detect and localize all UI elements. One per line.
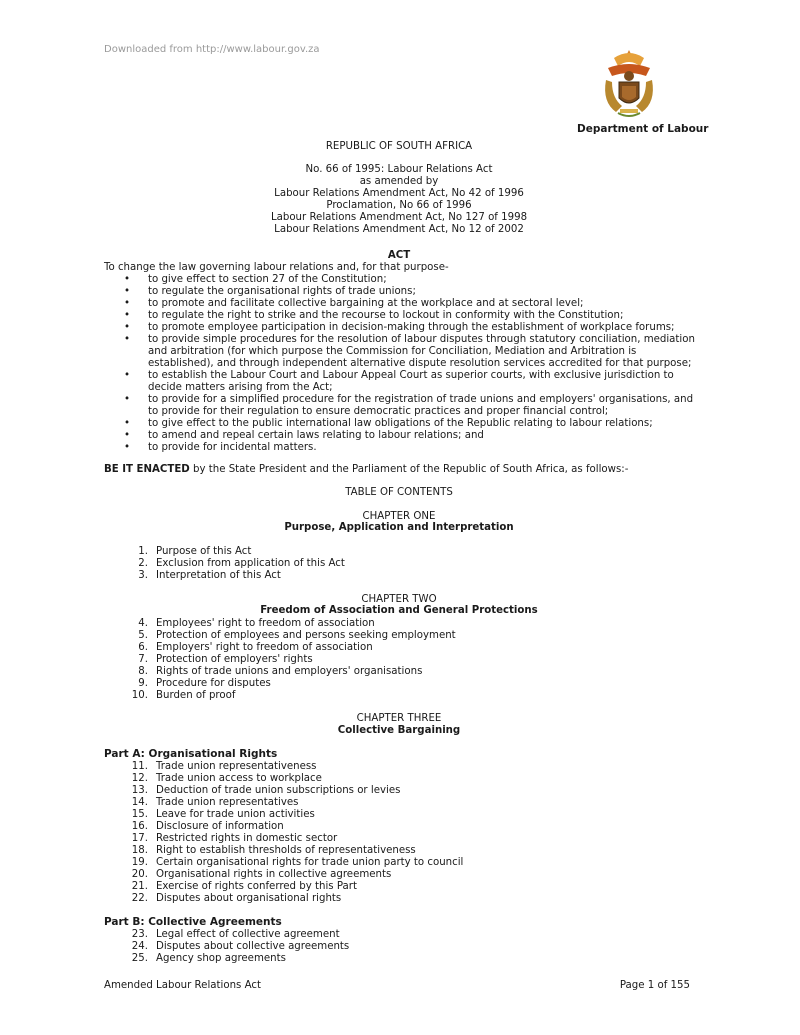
toc-number: 9. [138, 678, 148, 689]
toc-item[interactable] [104, 690, 664, 702]
amendment-line: No. 66 of 1995: Labour Relations Act [305, 164, 493, 175]
toc-item[interactable] [104, 666, 664, 678]
toc-item[interactable] [104, 761, 664, 773]
toc-label: Purpose of this Act [156, 546, 252, 557]
toc-item[interactable] [104, 630, 664, 642]
act-title: ACT [387, 250, 411, 261]
toc-number: 16. [131, 821, 148, 832]
toc-label: Trade union representativeness [156, 761, 317, 772]
toc-item[interactable] [104, 797, 664, 809]
toc-label: Rights of trade unions and employers' organisations [156, 666, 423, 677]
toc-number: 17. [131, 833, 148, 844]
part-title: Part A: Organisational Rights [104, 748, 278, 760]
toc-number: 11. [131, 761, 148, 772]
toc-item[interactable] [104, 929, 664, 941]
toc-number: 10. [131, 690, 148, 701]
toc-item[interactable] [104, 941, 664, 953]
amendment-line: Labour Relations Amendment Act, No 42 of 1996 [274, 188, 524, 199]
list-item: • to regulate the organisational rights of trade unions; [124, 286, 696, 298]
toc-label: Protection of employees and persons seeking employment [156, 630, 456, 641]
toc-label: Exclusion from application of this Act [156, 558, 345, 569]
toc-label: Restricted rights in domestic sector [156, 833, 338, 844]
list-item: • to promote employee participation in decision-making through the establishment of workplace forums; [124, 322, 696, 334]
toc-number: 25. [131, 953, 148, 964]
toc-number: 8. [138, 666, 148, 677]
toc-item[interactable] [104, 893, 664, 905]
toc-number: 14. [131, 797, 148, 808]
toc-item[interactable] [104, 618, 664, 630]
toc-label: Leave for trade union activities [156, 809, 315, 820]
toc-list [104, 618, 664, 702]
toc-item[interactable] [104, 678, 664, 690]
toc-label: Employers' right to freedom of association [156, 642, 373, 653]
coat-of-arms-icon [600, 46, 658, 122]
toc-label: Deduction of trade union subscriptions or levies [156, 785, 401, 796]
toc-label: Legal effect of collective agreement [156, 929, 340, 940]
toc-number: 13. [131, 785, 148, 796]
chapter-title: Freedom of Association and General Protections [260, 605, 538, 616]
toc-label: Exercise of rights conferred by this Part [156, 881, 357, 892]
list-item: • to promote and facilitate collective bargaining at the workplace and at sectoral level; [124, 298, 696, 310]
toc-number: 12. [131, 773, 148, 784]
toc-item[interactable] [104, 785, 664, 797]
enacted-text: by the State President and the Parliament of the Republic of South Africa, as follows:- [189, 464, 629, 475]
toc-label: Employees' right to freedom of association [156, 618, 375, 629]
toc-number: 3. [138, 570, 148, 581]
department-name: Department of Labour [577, 123, 709, 135]
toc-label: Disputes about collective agreements [156, 941, 350, 952]
toc-label: Trade union representatives [156, 797, 299, 808]
list-item: • to give effect to section 27 of the Constitution; [124, 274, 696, 286]
toc-item[interactable] [104, 821, 664, 833]
toc-item[interactable] [104, 773, 664, 785]
list-item: • to provide for a simplified procedure for the registration of trade unions and employers' organisations, and to provide for their regulation to ensure democratic practices and proper financial control; [124, 394, 696, 418]
toc-number: 6. [138, 642, 148, 653]
toc-item[interactable] [104, 809, 664, 821]
toc-number: 24. [131, 941, 148, 952]
chapter-label: CHAPTER TWO [361, 594, 437, 605]
chapter-label: CHAPTER THREE [356, 713, 442, 724]
toc-number: 1. [138, 546, 148, 557]
toc-label: Disclosure of information [156, 821, 284, 832]
toc-number: 7. [138, 654, 148, 665]
toc-list [104, 546, 664, 582]
amendment-line: Proclamation, No 66 of 1996 [326, 200, 472, 211]
chapter-title: Collective Bargaining [337, 725, 461, 736]
toc-number: 23. [131, 929, 148, 940]
toc-item[interactable] [104, 869, 664, 881]
toc-number: 18. [131, 845, 148, 856]
list-item: • to regulate the right to strike and the recourse to lockout in conformity with the Constitution; [124, 310, 696, 322]
toc-number: 20. [131, 869, 148, 880]
toc-item[interactable] [104, 833, 664, 845]
amendment-line: Labour Relations Amendment Act, No 12 of 2002 [274, 224, 524, 235]
toc-label: Organisational rights in collective agreements [156, 869, 392, 880]
amendment-line: Labour Relations Amendment Act, No 127 of 1998 [270, 212, 528, 223]
toc-label: Disputes about organisational rights [156, 893, 342, 904]
toc-label: Right to establish thresholds of representativeness [156, 845, 416, 856]
toc-label: Procedure for disputes [156, 678, 271, 689]
toc-label: Trade union access to workplace [156, 773, 322, 784]
footer-title: Amended Labour Relations Act [104, 980, 261, 991]
toc-number: 19. [131, 857, 148, 868]
toc-item[interactable] [104, 857, 664, 869]
toc-number: 21. [131, 881, 148, 892]
list-item: • to give effect to the public international law obligations of the Republic relating to labour relations; [124, 418, 696, 430]
toc-item[interactable] [104, 642, 664, 654]
toc-list [104, 761, 664, 905]
toc-number: 5. [138, 630, 148, 641]
page-heading: REPUBLIC OF SOUTH AFRICA [325, 141, 473, 152]
toc-label: Burden of proof [156, 690, 236, 701]
toc-item[interactable] [104, 845, 664, 857]
amendment-list [104, 164, 694, 236]
toc-item[interactable] [104, 881, 664, 893]
list-item: • to amend and repeal certain laws relating to labour relations; and [124, 430, 696, 442]
toc-number: 4. [138, 618, 148, 629]
list-item: • to establish the Labour Court and Labour Appeal Court as superior courts, with exclusive jurisdiction to decide matters arising from the Act; [124, 370, 696, 394]
list-item: • to provide for incidental matters. [124, 442, 696, 454]
toc-number: 15. [131, 809, 148, 820]
enactment-clause [104, 464, 704, 476]
toc-label: Certain organisational rights for trade union party to council [156, 857, 464, 868]
toc-title: TABLE OF CONTENTS [345, 487, 453, 498]
amendment-line: as amended by [359, 176, 439, 187]
enacted-bold: BE IT ENACTED [104, 464, 190, 475]
toc-item[interactable] [104, 953, 664, 965]
list-item: • to provide simple procedures for the resolution of labour disputes through statutory conciliation, mediation and arbitration (for which purpose the Commission for Conciliation, Mediation and Arbitration is established), and through independent alternative dispute resolution services accredited for that purpose; [124, 334, 696, 370]
toc-item[interactable] [104, 570, 664, 582]
page-number: Page 1 of 155 [619, 980, 690, 991]
purpose-list [124, 274, 696, 454]
toc-number: 22. [131, 893, 148, 904]
part-title: Part B: Collective Agreements [104, 916, 282, 928]
toc-number: 2. [138, 558, 148, 569]
intro-text: To change the law governing labour relations and, for that purpose- [104, 262, 449, 273]
toc-label: Protection of employers' rights [156, 654, 313, 665]
toc-label: Agency shop agreements [156, 953, 286, 964]
toc-item[interactable] [104, 546, 664, 558]
chapter-title: Purpose, Application and Interpretation [284, 522, 514, 533]
toc-item[interactable] [104, 654, 664, 666]
toc-list [104, 929, 664, 965]
download-note: Downloaded from http://www.labour.gov.za [104, 44, 320, 55]
toc-label: Interpretation of this Act [156, 570, 281, 581]
toc-item[interactable] [104, 558, 664, 570]
chapter-label: CHAPTER ONE [362, 511, 436, 522]
